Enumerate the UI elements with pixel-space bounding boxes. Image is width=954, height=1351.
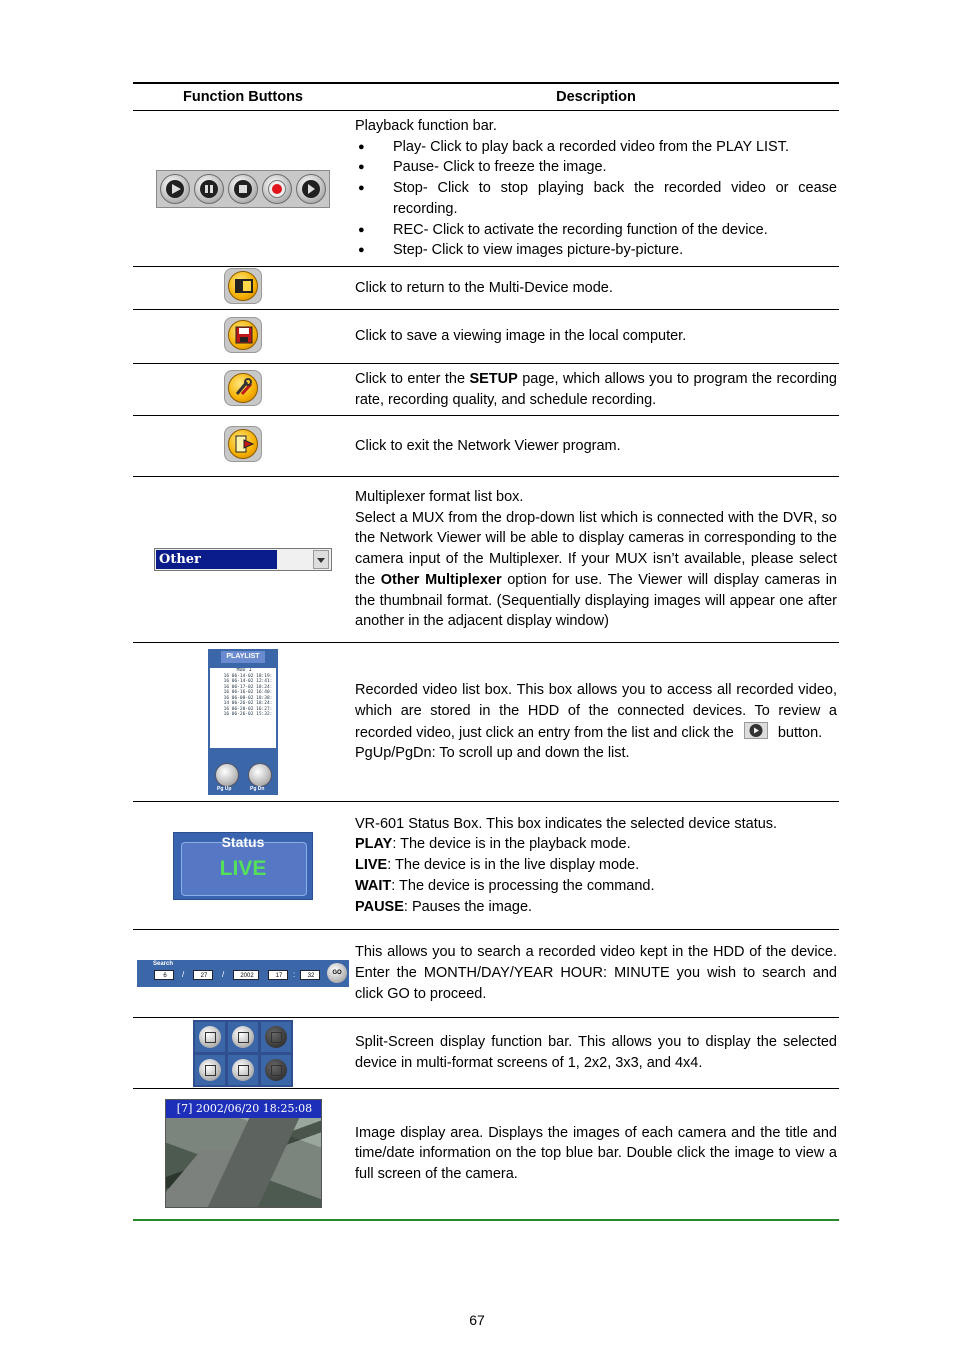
- search-day-field[interactable]: 27: [193, 970, 213, 980]
- list-item[interactable]: 16 06-14-02 12:41:: [223, 679, 273, 684]
- playback-title: Playback function bar.: [355, 117, 497, 134]
- list-item[interactable]: 14 06-26-02 18:24:: [223, 701, 273, 706]
- mux-desc-post: option for use. The Viewer will display cameras in the thumbnail format. (Sequentially displaying images will appear one after another in the adjacent display window): [355, 571, 837, 630]
- step-icon[interactable]: [296, 174, 326, 204]
- playlist-hdd: HDD 1: [236, 668, 252, 673]
- row-save: [133, 310, 839, 364]
- playlist-desc-line2: PgUp/PgDn: To scroll up and down the list.: [355, 745, 630, 762]
- go-button[interactable]: GO: [327, 963, 347, 983]
- status-box-value: LIVE: [219, 856, 267, 880]
- multiplexer-selected-value: Other Multiplexer: [156, 550, 277, 569]
- row-split: [133, 1018, 839, 1089]
- status-box-title: Status: [221, 833, 265, 850]
- multi-device-desc: Click to return to the Multi-Device mode.: [353, 267, 839, 310]
- list-item[interactable]: 16 06-20-02 16:27:: [223, 706, 273, 712]
- row-mux: [133, 477, 839, 643]
- list-item[interactable]: 16 06-14-02 18:19:: [223, 673, 273, 679]
- page-down-label: Pg Dn: [250, 786, 265, 792]
- save-icon[interactable]: [224, 317, 262, 353]
- image-desc: Image display area. Displays the images of each camera and the title and time/date information on the top blue bar. Double click the image to view a full screen of the camera.: [353, 1089, 839, 1220]
- header-description: Description: [353, 83, 839, 111]
- playlist-list[interactable]: [210, 668, 276, 748]
- row-playback: [133, 111, 839, 267]
- playback-bullets: [355, 137, 837, 262]
- split-2x2-icon[interactable]: [228, 1022, 258, 1052]
- status-val-pause: : Pauses the image.: [403, 898, 533, 915]
- row-exit: [133, 416, 839, 477]
- function-buttons-table: [133, 82, 839, 1221]
- split-4x4-icon[interactable]: [228, 1055, 258, 1085]
- search-year-field[interactable]: 2002: [233, 970, 259, 980]
- exit-door-icon[interactable]: [224, 426, 262, 462]
- mux-desc-bold: Other Multiplexer: [380, 571, 502, 588]
- split-3x3-icon[interactable]: [195, 1055, 225, 1085]
- setup-desc-bold: SETUP: [469, 370, 518, 387]
- playback-bar: [156, 170, 330, 208]
- list-item[interactable]: 16 06-17-02 18:24:: [223, 684, 273, 690]
- playlist-desc-pre: Recorded video list box. This box allows you to access all recorded video, which are stored in the HDD of the connected devices. To review a recorded video, just click an entry from the list and click the: [355, 681, 837, 741]
- search-month-field[interactable]: 6: [154, 970, 174, 980]
- setup-desc-post: page, which allows you to program the recording rate, recording quality, and schedule recording.: [355, 370, 837, 408]
- status-key-pause: PAUSE: [355, 898, 404, 915]
- status-key-live: LIVE: [355, 857, 388, 874]
- playlist-box: [208, 649, 278, 795]
- mux-desc-pre: Select a MUX from the drop-down list which is connected with the DVR, so the Network Viewer will be able to display cameras in corresponding to the camera input of the Multiplexer. If your MUX isn’t available, please select the: [355, 509, 837, 588]
- split-screen-bar: [193, 1020, 293, 1087]
- status-key-play: PLAY: [355, 836, 393, 853]
- status-box: [173, 832, 313, 900]
- save-desc: Click to save a viewing image in the local computer.: [353, 310, 839, 364]
- playlist-desc-post: button.: [777, 724, 823, 741]
- search-label: Search: [153, 961, 174, 967]
- chevron-down-icon[interactable]: [313, 550, 329, 569]
- bullet-pause: ● Pause- Click to freeze the image.: [355, 157, 837, 178]
- search-minute-field[interactable]: 32: [300, 970, 320, 980]
- row-setup: [133, 364, 839, 416]
- page-up-label: Pg Up: [217, 786, 232, 792]
- status-key-wait: WAIT: [355, 877, 392, 894]
- header-function-buttons: Function Buttons: [133, 83, 353, 111]
- bullet-stop: ● Stop- Click to stop playing back the recorded video or cease recording.: [355, 178, 837, 220]
- setup-desc-pre: Click to enter the: [355, 370, 470, 387]
- mux-title: Multiplexer format list box.: [355, 488, 524, 505]
- list-item[interactable]: 16 06-16-02 16:40:: [223, 690, 273, 695]
- row-multi-device: [133, 267, 839, 310]
- bullet-rec: ● REC- Click to activate the recording function of the device.: [355, 220, 837, 241]
- list-item[interactable]: 16 06-08-02 18:38:: [223, 695, 273, 701]
- exit-desc: Click to exit the Network Viewer program.: [353, 416, 839, 477]
- multi-device-icon[interactable]: [224, 268, 262, 304]
- setup-tools-icon[interactable]: [224, 370, 262, 406]
- search-hour-field[interactable]: 17: [268, 970, 288, 980]
- bullet-step: ● Step- Click to view images picture-by-picture.: [355, 240, 837, 261]
- record-icon[interactable]: [262, 174, 292, 204]
- play-icon[interactable]: [160, 174, 190, 204]
- status-val-play: : The device is in the playback mode.: [392, 836, 631, 853]
- playlist-header: PLAYLIST: [221, 651, 265, 663]
- multiplexer-dropdown[interactable]: [154, 548, 332, 586]
- page-up-button[interactable]: [215, 763, 239, 787]
- row-status: [133, 802, 839, 930]
- play-icon: [744, 722, 768, 739]
- row-search: [133, 930, 839, 1018]
- search-bar: Search 6 / 27 / 2002 17 : 32 GO: [137, 960, 349, 987]
- page-number: 67: [469, 1312, 485, 1328]
- status-val-live: : The device is in the live display mode.: [387, 857, 640, 874]
- status-title: VR-601 Status Box. This box indicates the selected device status.: [355, 815, 778, 832]
- bullet-play: ● Play- Click to play back a recorded video from the PLAY LIST.: [355, 137, 837, 158]
- split-mode-icon[interactable]: [261, 1055, 291, 1085]
- search-desc: This allows you to search a recorded video kept in the HDD of the device. Enter the MONTH/DAY/YEAR HOUR: MINUTE you wish to search and click GO to proceed.: [353, 930, 839, 1018]
- pause-icon[interactable]: [194, 174, 224, 204]
- stop-icon[interactable]: [228, 174, 258, 204]
- row-image: [133, 1089, 839, 1220]
- split-desc: Split-Screen display function bar. This allows you to display the selected device in multi-format screens of 1, 2x2, 3x3, and 4x4.: [353, 1018, 839, 1089]
- status-val-wait: : The device is processing the command.: [391, 877, 655, 894]
- page-down-button[interactable]: [248, 763, 272, 787]
- split-mode-icon[interactable]: [261, 1022, 291, 1052]
- camera-title-bar: [7] 2002/06/20 18:25:08: [166, 1100, 321, 1118]
- row-playlist: [133, 643, 839, 802]
- split-1-icon[interactable]: [195, 1022, 225, 1052]
- list-item[interactable]: 16 06-26-02 15:32:: [223, 712, 273, 717]
- image-display-area[interactable]: [165, 1099, 322, 1208]
